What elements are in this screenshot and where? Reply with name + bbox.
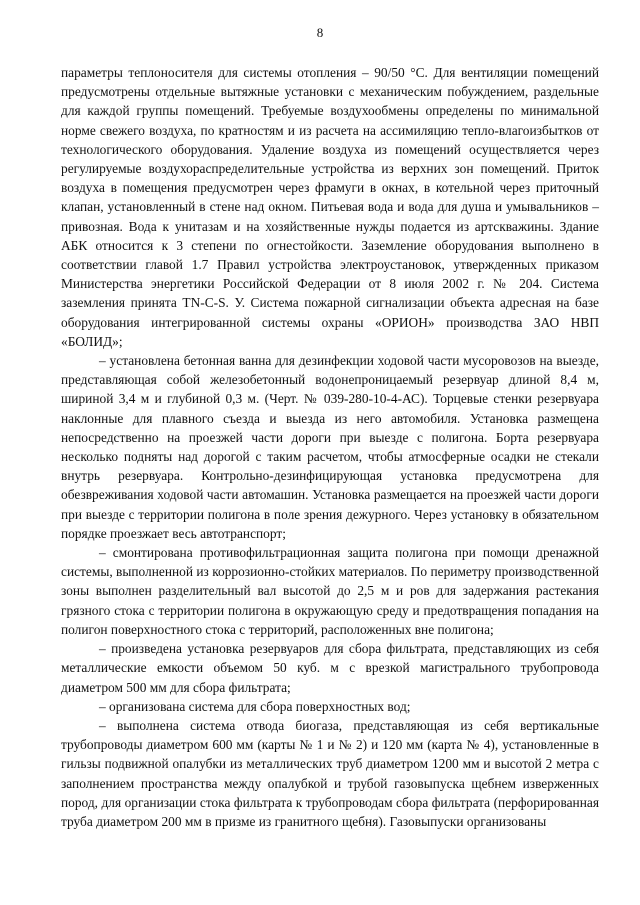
paragraph-biogas-removal: – выполнена система отвода биогаза, представляющая из себя вертикальные трубопроводы диаметром 600 мм (карты № 1 и № 2) и 120 мм (карта № 4), установленные в гильзы подвижной опалубки из металлических труб диаметром 1200 мм и высотой 2 метра с заполнением пространства между опалубкой и трубой газовыпуска щебнем изверженных пород, для организации стока фильтрата к трубопроводам сбора фильтрата (перфорированная труба диаметром 200 мм в призме из гранитного щебня). Газовыпуски организованы xyxy=(61,717,599,829)
paragraph-surface-water-collection: – организована система для сбора поверхностных вод; xyxy=(99,698,411,714)
paragraph-anti-filtration-protection: – смонтирована противофильтрационная защита полигона при помощи дренажной системы, выполненной из коррозионно-стойких материалов. По периметру производственной зоны выполнен разделительный вал высотой до 2,5 м и ров для задержания растекания грязного стока с территории полигона в окружающую среду и предотвращения попадания на полигон поверхностного стока с территорий, расположенных вне полигона; xyxy=(61,545,599,637)
paragraph-disinfection-bath: – установлена бетонная ванна для дезинфекции ходовой части мусоровозов на выезде, представляющая собой железобетонный водонепроницаемый резервуар длиной 8,4 м, шириной 3,4 м и глубиной 0,3 м. (Черт. № 039-280-10-4-АС). Торцевые стенки резервуара наклонные для плавного съезда и выезда из него автомобиля. Установка размещена непосредственно на проезжей части дороги при выезде с полигона. Борта резервуара несколько подняты над дорогой с таким расчетом, чтобы атмосферные осадки не стекали внутрь резервуара. Контрольно-дезинфицирующая установка предусмотрена для обезвреживания ходовой части автомашин. Установка размещается на проезжей части дороги при выезде с территории полигона в поле зрения дежурного. Через установку в обязательном порядке проезжает весь автотранспорт; xyxy=(61,353,599,541)
paragraph-ventilation-and-utilities: параметры теплоносителя для системы отопления – 90/50 °С. Для вентиляции помещений предусмотрены отдельные вытяжные установки с механическим побуждением, раздельные для каждой группы помещений. Требуемые воздухообмены определены по минимальной норме свежего воздуха, по кратностям и из расчета на ассимиляцию тепло-влагоизбытков от технологического оборудования. Удаление воздуха из помещений осуществляется через регулируемые воздухораспределительные устройства из верхних зон помещений. Приток воздуха в помещения предусмотрен через фрамуги в окнах, в котельной через приточный клапан, установленный в стене над окном. Питьевая вода и вода для душа и умывальников – привозная. Вода к унитазам и на хозяйственные нужды подается из артскважины. Здание АБК относится к 3 степени по огнестойкости. Заземление оборудования выполнено в соответствии главой 1.7 Правил устройства электроустановок, утвержденных приказом Министерства энергетики Российской Федерации от 8 июля 2002 г. № 204. Система заземления принята TN-C-S. У. Система пожарной сигнализации объекта адресная на базе оборудования интегрированной системы охраны «ОРИОН» производства ЗАО НВП «БОЛИД»; xyxy=(61,65,599,349)
page-number: 8 xyxy=(316,25,324,40)
document-body xyxy=(61,63,599,831)
paragraph-filtrate-tanks: – произведена установка резервуаров для сбора фильтрата, представляющих из себя металлические емкости объемом 50 куб. м с врезкой магистрального трубопровода диаметром 500 мм для сбора фильтрата; xyxy=(61,641,599,695)
